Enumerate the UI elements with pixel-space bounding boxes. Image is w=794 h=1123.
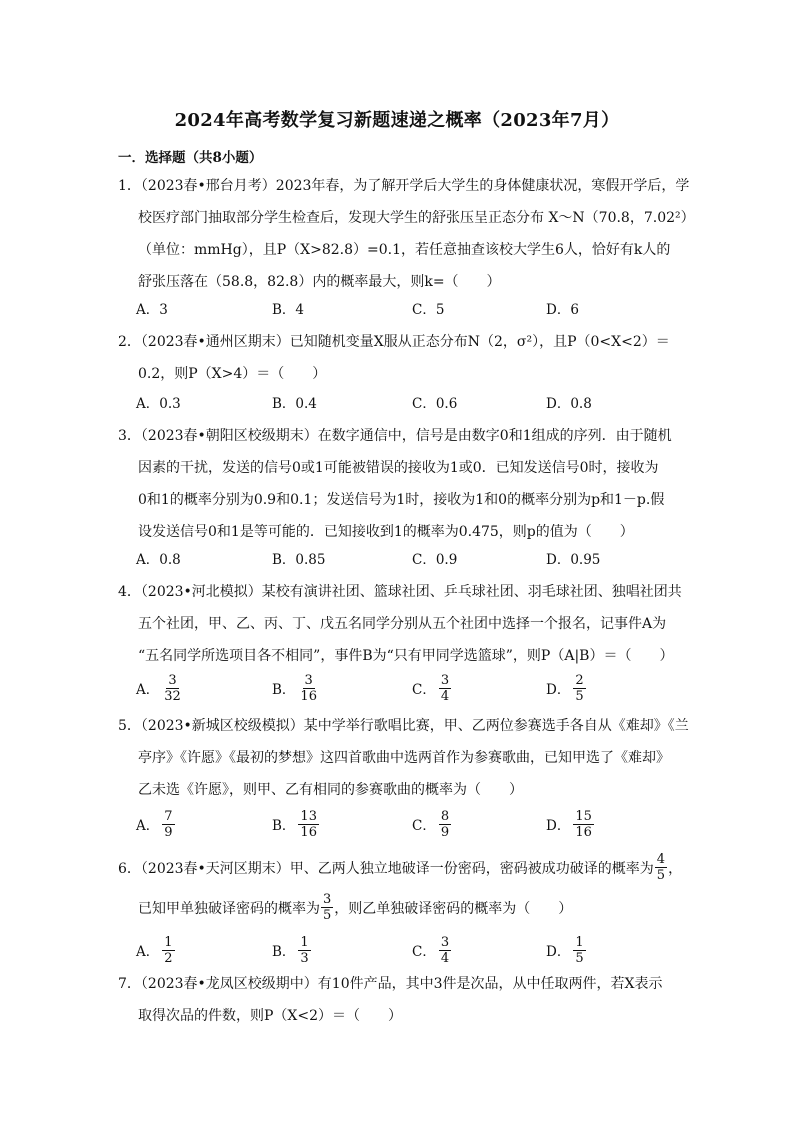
fraction — [655, 852, 667, 883]
option-a[interactable] — [136, 668, 183, 708]
question-line: 2．（2023春•通州区期末）已知随机变量X服从正态分布N（2，σ²），且P（0<X<2）＝ — [118, 334, 670, 350]
denominator: 5 — [656, 867, 666, 883]
option-d[interactable] — [546, 930, 586, 970]
question-text: ，则乙单独破译密码的概率为（ ） — [334, 901, 573, 917]
option-b[interactable]: B．0.4 — [272, 396, 317, 412]
option-c[interactable] — [412, 930, 451, 970]
option-label: C． — [412, 818, 436, 834]
option-d[interactable]: D．6 — [546, 302, 579, 318]
numerator: 3 — [440, 934, 450, 950]
question-line — [118, 890, 678, 930]
denominator: 16 — [575, 824, 592, 840]
section-heading: 一．选择题（共8小题） — [118, 150, 263, 166]
fraction — [298, 935, 310, 966]
option-d[interactable]: D．0.8 — [546, 396, 592, 412]
numerator: 15 — [575, 808, 592, 824]
option-label: B． — [272, 818, 296, 834]
question-6 — [118, 850, 683, 930]
option-a[interactable]: A．0.3 — [136, 396, 181, 412]
question-line: 校医疗部门抽取部分学生检查后，发现大学生的舒张压呈正态分布 X～N（70.8，7.02²） — [138, 210, 695, 226]
fraction — [439, 935, 451, 966]
question-5 — [118, 710, 689, 806]
option-b[interactable] — [272, 668, 319, 708]
fraction — [573, 809, 594, 840]
option-a[interactable] — [136, 804, 175, 844]
page-title: 2024年高考数学复习新题速递之概率（2023年7月） — [174, 110, 620, 131]
numerator: 3 — [323, 891, 332, 907]
question-2 — [118, 326, 678, 390]
question-line: 因素的干扰，发送的信号0或1可能被错误的接收为1或0．已知发送信号0时，接收为 — [138, 460, 659, 476]
option-d[interactable]: D．0.95 — [546, 552, 601, 568]
option-c[interactable] — [412, 804, 451, 844]
denominator: 2 — [164, 950, 173, 966]
question-5-options — [136, 804, 676, 844]
option-label: C． — [412, 944, 436, 960]
option-label: D． — [546, 944, 571, 960]
denominator: 5 — [575, 950, 584, 966]
option-d[interactable] — [546, 804, 594, 844]
option-b[interactable] — [272, 804, 319, 844]
denominator: 4 — [440, 688, 450, 704]
question-line: 7．（2023春•龙凤区校级期中）有10件产品，其中3件是次品，从中任取两件，若X表示 — [118, 976, 663, 992]
numerator: 13 — [300, 808, 317, 824]
question-1-options — [136, 294, 676, 326]
fraction — [162, 935, 174, 966]
denominator: 4 — [440, 950, 450, 966]
question-line: 设发送信号0和1是等可能的．已知接收到1的概率为0.475，则p的值为（ ） — [138, 524, 634, 540]
fraction — [162, 673, 183, 704]
option-label: B． — [272, 682, 296, 698]
numerator: 8 — [440, 808, 450, 824]
numerator: 1 — [164, 934, 173, 950]
numerator: 3 — [440, 672, 450, 688]
option-label: D． — [546, 682, 571, 698]
option-d[interactable] — [546, 668, 586, 708]
question-6-options — [136, 930, 676, 970]
option-b[interactable]: B．0.85 — [272, 552, 326, 568]
denominator: 16 — [300, 688, 317, 704]
option-label: A． — [136, 682, 160, 698]
fraction — [439, 673, 451, 704]
question-line: 4．（2023•河北模拟）某校有演讲社团、篮球社团、乒乓球社团、羽毛球社团、独唱社团共 — [118, 584, 682, 600]
question-line: （单位：mmHg），且P（X>82.8）=0.1，若任意抽查该校大学生6人，恰好有k人的 — [138, 242, 671, 258]
question-line: 亭序》《许愿》《最初的梦想》这四首歌曲中选两首作为参赛歌曲，已知甲选了《难却》 — [138, 750, 670, 766]
denominator: 32 — [164, 688, 181, 704]
fraction — [573, 935, 585, 966]
option-a[interactable]: A．0.8 — [136, 552, 181, 568]
fraction — [321, 892, 333, 923]
question-line: 0和1的概率分别为0.9和0.1；发送信号为1时，接收为1和0的概率分别为p和1－p.假 — [138, 492, 665, 508]
denominator: 9 — [440, 824, 450, 840]
option-label: D． — [546, 818, 571, 834]
numerator: 3 — [168, 672, 177, 688]
question-text: 已知甲单独破译密码的概率为 — [138, 901, 320, 917]
option-a[interactable]: A．3 — [136, 302, 168, 318]
question-line: “五名同学所选项目各不相同”，事件B为“只有甲同学选篮球”，则P（A|B）＝（ ） — [138, 648, 674, 664]
question-2-options — [136, 388, 676, 420]
fraction — [298, 673, 319, 704]
numerator: 1 — [575, 934, 584, 950]
numerator: 7 — [164, 808, 173, 824]
question-text: ， — [668, 861, 683, 877]
fraction — [439, 809, 451, 840]
question-text: 6．（2023春•天河区期末）甲、乙两人独立地破译一份密码，密码被成功破译的概率为 — [118, 861, 654, 877]
option-label: A． — [136, 944, 160, 960]
fraction — [573, 673, 585, 704]
fraction — [298, 809, 319, 840]
denominator: 16 — [300, 824, 317, 840]
question-line: 0.2，则P（X>4）＝（ ） — [138, 366, 327, 382]
numerator: 2 — [575, 672, 584, 688]
question-4 — [118, 576, 682, 672]
numerator: 4 — [656, 851, 666, 867]
question-line — [118, 850, 683, 890]
question-3 — [118, 420, 678, 548]
question-7 — [118, 968, 678, 1032]
option-c[interactable]: C．5 — [412, 302, 445, 318]
option-b[interactable] — [272, 930, 311, 970]
denominator: 9 — [164, 824, 173, 840]
question-line: 5．（2023•新城区校级模拟）某中学举行歌唱比赛，甲、乙两位参赛选手各自从《难却》《兰 — [118, 718, 689, 734]
question-3-options — [136, 544, 676, 576]
question-line: 3．（2023春•朝阳区校级期末）在数字通信中，信号是由数字0和1组成的序列．由于随机 — [118, 428, 672, 444]
question-line: 舒张压落在（58.8，82.8）内的概率最大，则k=（ ） — [138, 274, 501, 290]
question-line: 取得次品的件数，则P（X<2）＝（ ） — [138, 1008, 403, 1024]
question-line: 1．（2023春•邢台月考）2023年春，为了解开学后大学生的身体健康状况，寒假开学后，学 — [118, 178, 690, 194]
question-line: 五个社团，甲、乙、丙、丁、戊五名同学分别从五个社团中选择一个报名，记事件A为 — [138, 616, 667, 632]
option-c[interactable] — [412, 668, 451, 708]
question-4-options — [136, 668, 676, 708]
option-label: B． — [272, 944, 296, 960]
numerator: 1 — [300, 934, 309, 950]
denominator: 3 — [300, 950, 309, 966]
denominator: 5 — [575, 688, 584, 704]
option-c[interactable]: C．0.6 — [412, 396, 458, 412]
option-b[interactable]: B．4 — [272, 302, 305, 318]
option-c[interactable]: C．0.9 — [412, 552, 458, 568]
denominator: 5 — [323, 907, 332, 923]
numerator: 3 — [304, 672, 313, 688]
fraction — [162, 809, 174, 840]
question-1 — [118, 170, 695, 298]
question-line: 乙未选《许愿》，则甲、乙有相同的参赛歌曲的概率为（ ） — [138, 782, 523, 798]
option-label: A． — [136, 818, 160, 834]
option-label: C． — [412, 682, 436, 698]
option-a[interactable] — [136, 930, 175, 970]
